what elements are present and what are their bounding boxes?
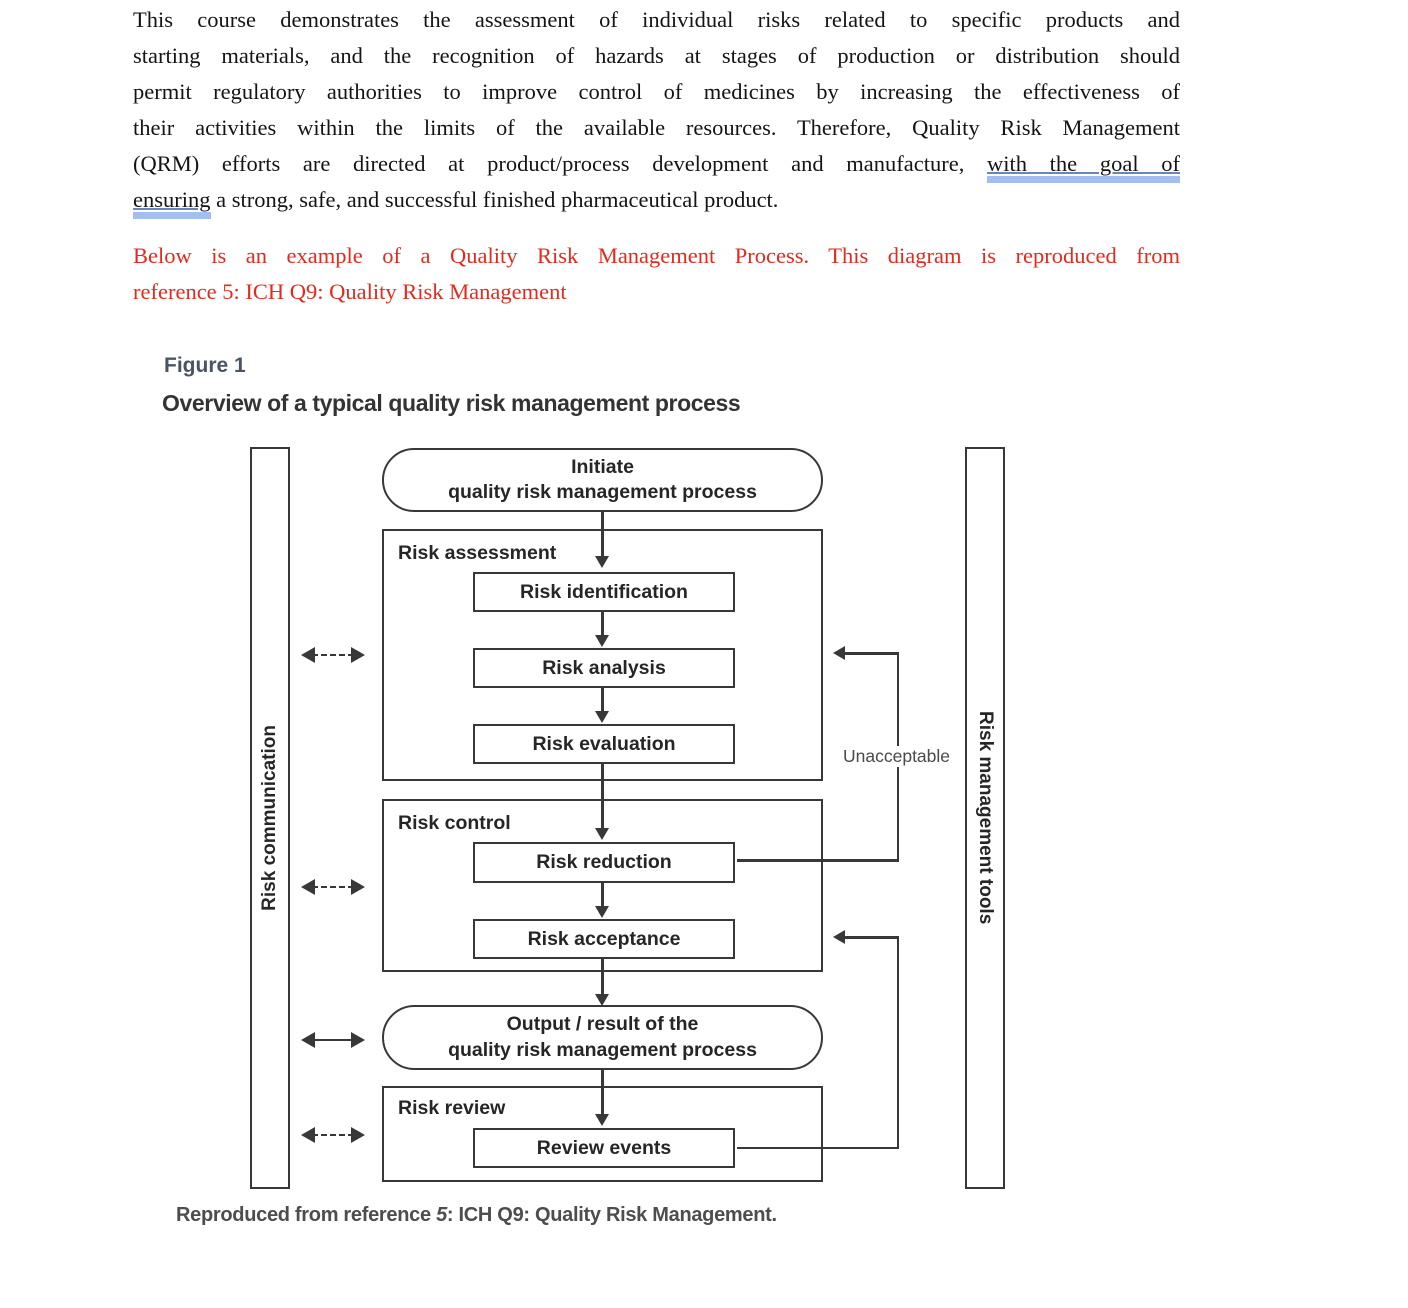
output-line2: quality risk management process [448, 1038, 757, 1061]
figure-number-text: Figure 1 [164, 354, 246, 377]
risk-assessment-label: Risk assessment [398, 542, 557, 564]
caption-text: Reproduced from reference [176, 1204, 437, 1226]
risk-communication-label: Risk communication [259, 725, 280, 911]
initiate-line2: quality risk management process [448, 481, 757, 503]
grammar-underlined-phrase: ensuring [133, 187, 211, 219]
risk-identification-box: Risk identification [473, 572, 735, 612]
flow-line [601, 512, 604, 556]
risk-reduction-box: Risk reduction [473, 842, 735, 883]
paragraph-text: a strong, safe, and successful finished pharmaceutical product. [210, 187, 779, 212]
flow-arrowhead-down-icon [595, 556, 609, 568]
flow-arrowhead-down-icon [595, 635, 609, 647]
dashed-shaft [312, 1134, 354, 1136]
feedback-arrowhead-left-icon [833, 646, 845, 660]
paragraph-line: This course demonstrates the assessment of individual risks related to specific products and [133, 7, 1180, 32]
flow-line [601, 612, 604, 635]
risk-control-label: Risk control [398, 812, 511, 834]
flow-line [601, 764, 604, 828]
red-note-line: reference 5: ICH Q9: Quality Risk Management [133, 279, 567, 304]
figure-caption [176, 1204, 777, 1227]
risk-management-tools-label: Risk management tools [975, 711, 996, 925]
dashed-shaft [312, 654, 354, 656]
arrowhead-right-icon [351, 1127, 365, 1143]
flow-arrowhead-down-icon [595, 711, 609, 723]
flow-arrowhead-down-icon [595, 906, 609, 918]
caption-text: : ICH Q9: Quality Risk Management. [446, 1204, 777, 1226]
arrowhead-right-icon [351, 647, 365, 663]
risk-analysis-box: Risk analysis [473, 648, 735, 688]
figure-title: Overview of a typical quality risk management process [162, 390, 741, 416]
dashed-double-arrow-icon [301, 879, 365, 896]
figure-number-clipped [164, 354, 314, 379]
paragraph-line [133, 146, 1180, 182]
risk-communication-bar [250, 447, 290, 1189]
flow-line [601, 1070, 604, 1114]
flow-line [601, 959, 604, 994]
flow-arrowhead-down-icon [595, 994, 609, 1006]
feedback-arrowhead-left-icon [833, 930, 845, 944]
review-feedback-line [897, 936, 900, 1149]
flow-line [601, 883, 604, 906]
dashed-double-arrow-icon [301, 1127, 365, 1144]
grammar-underlined-phrase: with the goal of [987, 151, 1180, 183]
red-note-paragraph [133, 238, 1180, 310]
red-note-line: Below is an example of a Quality Risk Management Process. This diagram is reproduced from [133, 243, 1180, 268]
review-feedback-line [737, 1147, 899, 1150]
flow-arrowhead-down-icon [595, 828, 609, 840]
output-line1: Output / result of the [506, 1013, 699, 1036]
output-node [382, 1005, 823, 1070]
review-feedback-line [845, 936, 899, 939]
flow-arrowhead-down-icon [595, 1114, 609, 1126]
initiate-node [382, 448, 823, 512]
intro-paragraph [133, 2, 1180, 218]
initiate-line1: Initiate [571, 455, 634, 478]
review-events-box: Review events [473, 1128, 735, 1168]
flow-line [601, 688, 604, 711]
risk-evaluation-box: Risk evaluation [473, 724, 735, 764]
dashed-double-arrow-icon [301, 647, 365, 664]
dashed-shaft [312, 886, 354, 888]
unacceptable-feedback-line [737, 859, 899, 862]
arrowhead-right-icon [351, 879, 365, 895]
solid-shaft [312, 1039, 354, 1041]
solid-double-arrow-icon [301, 1032, 365, 1049]
caption-reference-number: 5 [436, 1204, 447, 1226]
risk-management-tools-bar [965, 447, 1005, 1189]
risk-acceptance-box: Risk acceptance [473, 919, 735, 959]
arrowhead-right-icon [351, 1032, 365, 1048]
unacceptable-feedback-line [845, 652, 899, 655]
risk-review-label: Risk review [398, 1097, 506, 1119]
paragraph-line: permit regulatory authorities to improve control of medicines by increasing the effectiveness of [133, 79, 1180, 104]
paragraph-text: (QRM) efforts are directed at product/process development and manufacture, [133, 151, 987, 176]
unacceptable-label: Unacceptable [839, 746, 954, 767]
paragraph-line: starting materials, and the recognition of hazards at stages of production or distribution should [133, 43, 1180, 68]
paragraph-line [133, 182, 1180, 218]
paragraph-line: their activities within the limits of the available resources. Therefore, Quality Risk Management [133, 115, 1180, 140]
